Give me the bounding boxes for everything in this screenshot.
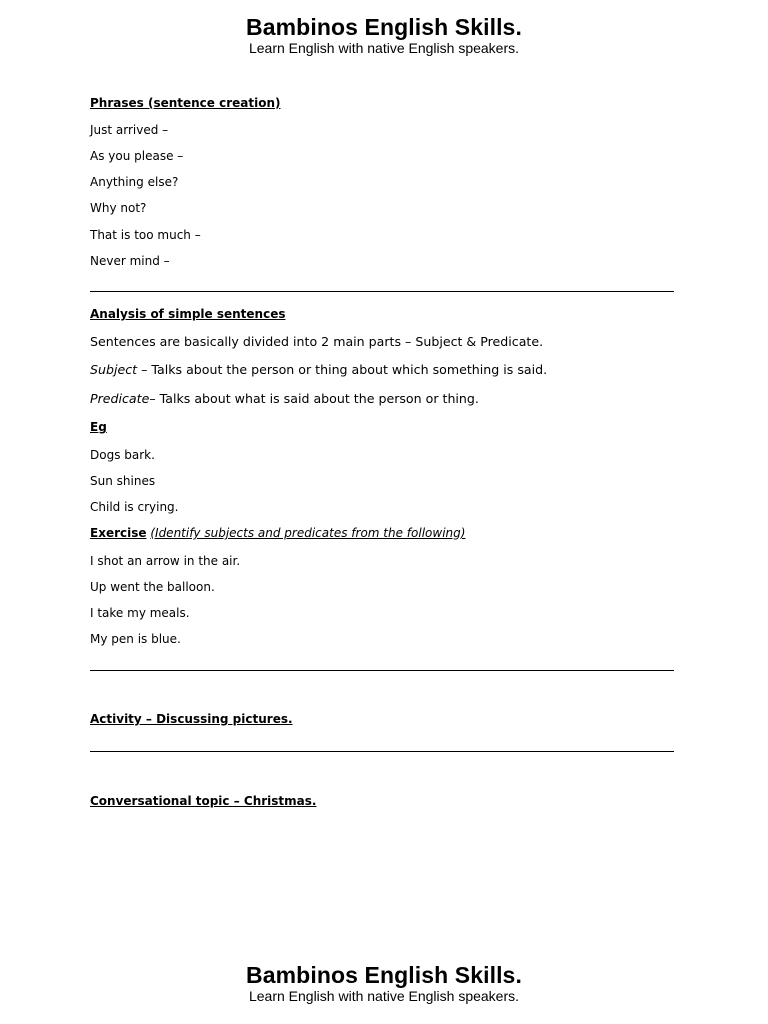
phrases-heading: Phrases (sentence creation) xyxy=(90,96,281,110)
predicate-description: – Talks about what is said about the person or thing. xyxy=(149,391,479,406)
example-sentence: Dogs bark. xyxy=(90,448,155,462)
phrase-item: As you please – xyxy=(90,149,184,163)
phrase-item: Just arrived – xyxy=(90,123,169,137)
conversation-heading: Conversational topic – Christmas. xyxy=(90,794,317,808)
eg-heading: Eg xyxy=(90,420,107,434)
activity-heading: Activity – Discussing pictures. xyxy=(90,712,293,726)
example-sentence: Sun shines xyxy=(90,474,156,488)
page-header xyxy=(0,14,768,57)
phrase-item: Why not? xyxy=(90,201,147,215)
exercise-item: My pen is blue. xyxy=(90,632,181,646)
exercise-label: Exercise xyxy=(90,526,147,540)
exercise-heading xyxy=(90,525,465,541)
footer-title: Bambinos English Skills. xyxy=(246,962,522,988)
subject-description: – Talks about the person or thing about which something is said. xyxy=(137,362,548,377)
analysis-intro: Sentences are basically divided into 2 main parts – Subject & Predicate. xyxy=(90,334,544,349)
page-subtitle: Learn English with native English speakers. xyxy=(248,40,520,56)
subject-definition xyxy=(90,362,547,378)
phrase-item: Anything else? xyxy=(90,175,179,189)
predicate-definition xyxy=(90,391,479,407)
exercise-item: I shot an arrow in the air. xyxy=(90,554,241,568)
exercise-item: I take my meals. xyxy=(90,606,190,620)
divider-line xyxy=(90,291,674,292)
subject-term: Subject xyxy=(90,362,138,377)
footer-subtitle: Learn English with native English speakers. xyxy=(248,988,520,1004)
phrase-item: That is too much – xyxy=(90,228,201,242)
exercise-instruction: (Identify subjects and predicates from the following) xyxy=(150,526,466,540)
divider-line xyxy=(90,670,674,671)
page-footer xyxy=(0,962,768,1005)
analysis-heading: Analysis of simple sentences xyxy=(90,307,286,321)
divider-line xyxy=(90,751,674,752)
example-sentence: Child is crying. xyxy=(90,500,179,514)
exercise-item: Up went the balloon. xyxy=(90,580,215,594)
phrase-item: Never mind – xyxy=(90,254,170,268)
predicate-term: Predicate xyxy=(90,391,150,406)
page-title: Bambinos English Skills. xyxy=(246,14,522,40)
